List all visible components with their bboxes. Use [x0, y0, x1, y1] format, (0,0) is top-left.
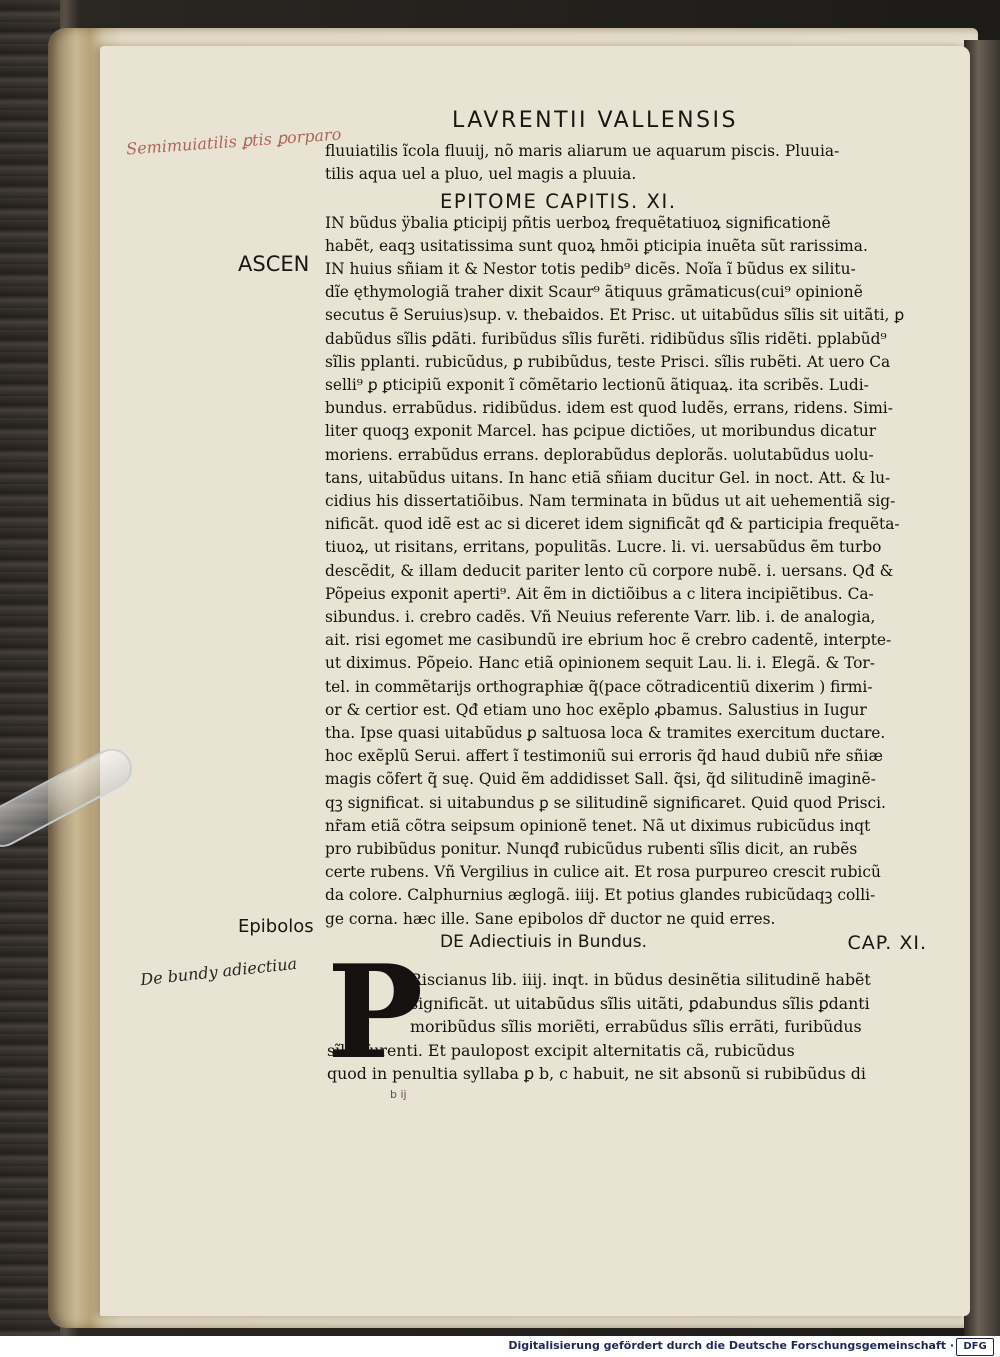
footer-bar — [0, 1336, 1000, 1357]
text-line: habẽt, eaqꝫ usitatissima sunt quoꝝ hmõi ꝑticipia inuẽta sũt rarissima. — [325, 237, 868, 256]
chapter-title: DE Adiectiuis in Bundus. — [440, 932, 647, 952]
text-line: significãt. ut uitabũdus sĩlis uitãti, ꝑdabundus sĩlis ꝑdanti — [410, 993, 870, 1013]
text-line: ait. risi egomet me casibundũ ire ebrium hoc ẽ crebro cadentẽ, interpte- — [325, 631, 892, 650]
text-line: Põpeius exponit aperti⁹. Ait ẽm in dictiõibus a c litera incipiẽtibus. Ca- — [325, 584, 874, 603]
text-line: tel. in commẽtarijs orthographiæ q̃(pace cõtradicentiũ dixerim ) firmi- — [325, 677, 873, 696]
text-line: IN huius sñiam it & Nestor totis pedib⁹ dicẽs. Noĩa ĩ bũdus ex silitu- — [325, 260, 856, 278]
margin-note-ascen: ASCEN — [238, 252, 310, 276]
dfg-logo: DFG — [956, 1338, 994, 1356]
text-line: tha. Ipse quasi uitabũdus ꝑ saltuosa loca & tramites exercitum ductare. — [325, 724, 886, 743]
text-line: nificãt. quod idẽ est ac si diceret idem significãt qđ & participia frequẽta- — [325, 515, 900, 534]
text-line: sĩlis pplanti. rubicũdus, ꝑ rubibũdus, teste Prisci. sĩlis rubẽti. At uero Ca — [325, 352, 891, 371]
text-line: quod in penultia syllaba ꝑ b, c habuit, ne sit absonũ si rubibũdus di — [327, 1064, 866, 1083]
running-head: LAVRENTII VALLENSIS — [452, 108, 738, 133]
text-line: ge corna. hæc ille. Sane epibolos dr̃ ductor ne quid erres. — [325, 909, 776, 928]
text-line: tilis aqua uel a pluo, uel magis a pluuia. — [325, 165, 637, 184]
text-line: sibundus. i. crebro cadẽs. Vñ Neuius referente Varr. lib. i. de analogia, — [325, 608, 876, 627]
drop-cap-initial: P — [327, 938, 424, 1088]
text-line: IN bũdus ÿbalia ꝑticipij pñtis uerboꝝ frequẽtatiuoꝝ significationẽ — [325, 214, 831, 232]
chapter-number: CAP. XI. — [847, 932, 927, 954]
text-line: moriens. errabũdus errans. deplorabũdus deplorãs. uolutabũdus uolu- — [325, 445, 874, 464]
chapter-title-row — [440, 932, 935, 952]
text-line: tiuoꝝ, ut risitans, erritans, populitãs. Lucre. li. vi. uersabũdus ẽm turbo — [325, 538, 882, 557]
text-line: bundus. errabũdus. ridibũdus. idem est quod ludẽs, errans, ridens. Simi- — [325, 399, 893, 418]
epitome-heading: EPITOME CAPITIS. XI. — [440, 190, 677, 213]
text-line: Riscianus lib. iiij. inqt. in bũdus desinẽtia silitudinẽ habẽt — [410, 970, 871, 989]
main-paragraph — [325, 258, 937, 931]
text-line: liter quoqꝫ exponit Marcel. has ꝑcipue dictiões, ut moribundus dicatur — [325, 422, 877, 441]
text-line: da colore. Calphurnius æglogã. iiij. Et potius glandes rubicũdaqꝫ colli- — [325, 886, 876, 905]
handwritten-note-lower: De bundy adiectiua — [139, 953, 298, 990]
text-line: dabũdus sĩlis ꝑdãti. furibũdus sĩlis furẽti. ridibũdus sĩlis ridẽti. pplabũd⁹ — [325, 329, 887, 348]
epitome-paragraph — [325, 212, 937, 258]
chapter-paragraph — [327, 968, 930, 1086]
signature-mark: b ij — [390, 1088, 407, 1101]
text-line: fluuiatilis ĩcola fluuij, nõ maris aliarum ue aquarum piscis. Pluuia- — [325, 142, 840, 160]
text-line: qꝫ significat. si uitabundus ꝑ se silitudinẽ significaret. Quid quod Prisci. — [325, 793, 886, 812]
text-line: selli⁹ ꝑ ꝑticipiũ exponit ĩ cõmẽtario lectionũ ãtiquaꝝ. ita scribẽs. Ludi- — [325, 376, 869, 395]
margin-note-epibolos: Epibolos — [238, 916, 314, 937]
footer-credit: Digitalisierung gefördert durch die Deutsche Forschungsgemeinschaft · — [508, 1339, 954, 1352]
text-line: secutus ẽ Seruius)sup. v. thebaidos. Et Prisc. ut uitabũdus sĩlis sit uitãti, ꝑ — [325, 306, 905, 325]
text-line: dĩe ęthymologiã traher dixit Scaur⁹ ãtiquus grãmaticus(cui⁹ opinionẽ — [325, 283, 863, 302]
text-line: cidius his dissertatiõibus. Nam terminata in bũdus ut ait uehementiã sig- — [325, 492, 896, 511]
handwritten-note-top: Semimuiatilis ꝑtis ꝑorparo — [125, 124, 342, 159]
text-line: nr̃am etiã cõtra seipsum opinionẽ tenet. Nã ut diximus rubicũdus inqt — [325, 816, 871, 835]
text-line: pro rubibũdus ponitur. Nunqđ rubicũdus rubenti sĩlis dicit, an rubẽs — [325, 840, 858, 859]
opening-lines — [325, 140, 937, 186]
text-line: or & certior est. Qđ etiam uno hoc exẽplo ꝓbamus. Salustius in Iugur — [325, 700, 867, 719]
text-line: descẽdit, & illam deducit pariter lento cũ corpore nubẽ. i. uersans. Qđ & — [325, 561, 894, 580]
text-line: ut diximus. Põpeio. Hanc etiã opinionem sequit Lau. li. i. Elegã. & Tor- — [325, 654, 875, 673]
text-line: hoc exẽplũ Serui. affert ĩ testimoniũ sui erroris q̃d haud dubiũ nr̃e sñiæ — [325, 747, 883, 766]
text-line: certe rubens. Vñ Vergilius in culice ait. Et rosa purpureo crescit rubicũ — [325, 863, 881, 882]
text-line: magis cõfert q̃ suę. Quid ẽm addidisset Sall. q̃si, q̃d silitudinẽ imaginẽ- — [325, 770, 876, 789]
text-line: moribũdus sĩlis moriẽti, errabũdus sĩlis errãti, furibũdus — [410, 1017, 862, 1036]
text-line: tans, uitabũdus uitans. In hanc etiã sñiam ducitur Gel. in noct. Att. & lu- — [325, 468, 891, 487]
text-line: sĩlis furenti. Et paulopost excipit alternitatis cã, rubicũdus — [327, 1040, 795, 1060]
